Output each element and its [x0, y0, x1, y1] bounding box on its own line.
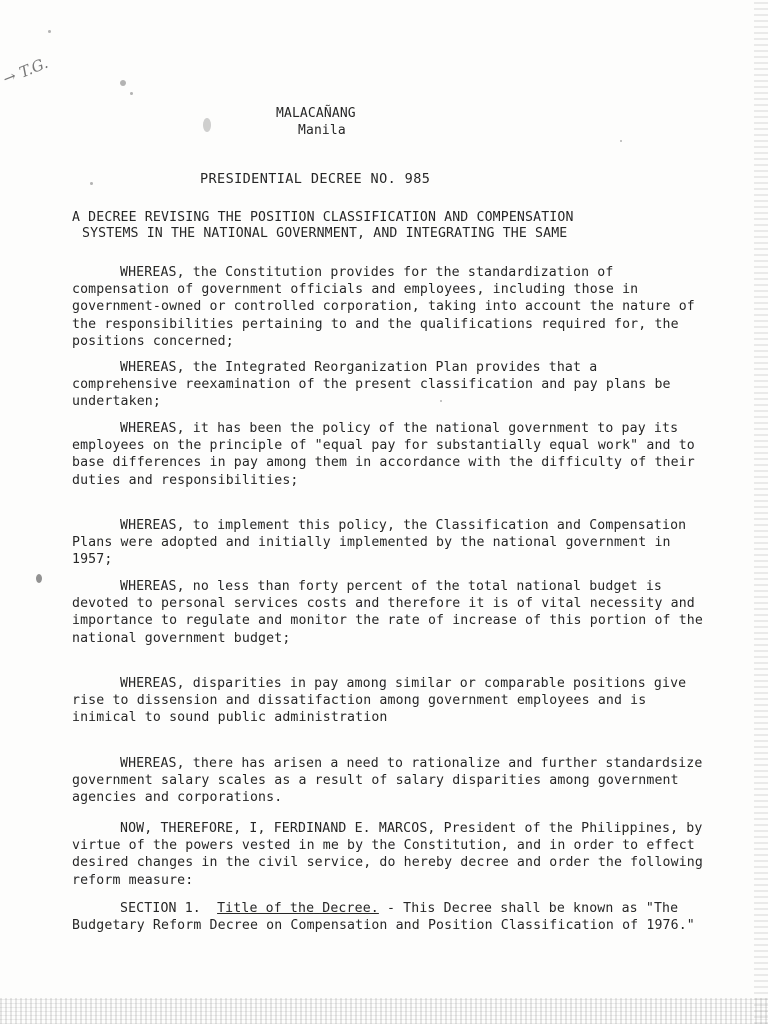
decree-subtitle-line-2: SYSTEMS IN THE NATIONAL GOVERNMENT, AND INTEGRATING THE SAME	[82, 226, 568, 241]
letterhead-city: Manila	[298, 123, 346, 138]
scan-speck	[36, 574, 42, 583]
scan-speck	[48, 30, 51, 33]
scan-speck	[620, 140, 622, 142]
whereas-paragraph-1: WHEREAS, the Constitution provides for the standardization of compensation of government officials and employees, including those in government-owned or controlled corporation, taking into account the nature of the responsibilities pertaining to and the qualifications required for, the positions concerned;	[72, 265, 695, 349]
whereas-paragraph-5: WHEREAS, no less than forty percent of the total national budget is devoted to personal services costs and therefore it is of vital necessity and importance to regulate and monitor the rate of increase of this portion of the national government budget;	[72, 579, 703, 646]
now-therefore-paragraph: NOW, THEREFORE, I, FERDINAND E. MARCOS, President of the Philippines, by virtue of the powers vested in me by the Constitution, and in order to effect desired changes in the civil service, do hereby decree and order the following reform measure:	[72, 821, 703, 888]
whereas-paragraph-4: WHEREAS, to implement this policy, the Classification and Compensation Plans were adopted and initially implemented by the national government in 1957;	[72, 518, 687, 568]
scan-speck	[203, 118, 211, 132]
whereas-paragraph-2: WHEREAS, the Integrated Reorganization Plan provides that a comprehensive reexamination of the present classification and pay plans be undertaken;	[72, 360, 671, 410]
decree-subtitle-line-1: A DECREE REVISING THE POSITION CLASSIFICATION AND COMPENSATION	[72, 210, 574, 225]
letterhead	[276, 105, 416, 139]
scan-bottom-noise	[0, 998, 768, 1024]
scan-speck	[90, 182, 93, 185]
section-1-paragraph	[72, 900, 708, 934]
handwritten-margin-note: → T.G.	[0, 53, 51, 89]
scan-speck	[130, 92, 133, 95]
section-1-number: SECTION 1.	[120, 901, 201, 916]
section-1-text: - This Decree shall be known as "The Budgetary Reform Decree on Compensation and Position Classification of 1976."	[72, 901, 695, 934]
decree-title: PRESIDENTIAL DECREE NO. 985	[200, 171, 431, 187]
whereas-paragraph-6: WHEREAS, disparities in pay among similar or comparable positions give rise to dissension and dissatifaction among government employees and is inimical to sound public administration	[72, 676, 687, 726]
letterhead-office: MALACAÑANG	[276, 106, 356, 121]
section-1-title: Title of the Decree.	[217, 901, 379, 916]
scan-edge-noise	[754, 0, 768, 1024]
whereas-paragraph-7: WHEREAS, there has arisen a need to rationalize and further standardsize government salary scales as a result of salary disparities among government agencies and corporations.	[72, 756, 703, 806]
whereas-paragraph-3: WHEREAS, it has been the policy of the national government to pay its employees on the principle of "equal pay for substantially equal work" and to base differences in pay among them in accordance with the difficulty of their duties and responsibilities;	[72, 421, 695, 488]
scan-speck	[120, 80, 126, 86]
decree-subtitle	[72, 210, 702, 242]
